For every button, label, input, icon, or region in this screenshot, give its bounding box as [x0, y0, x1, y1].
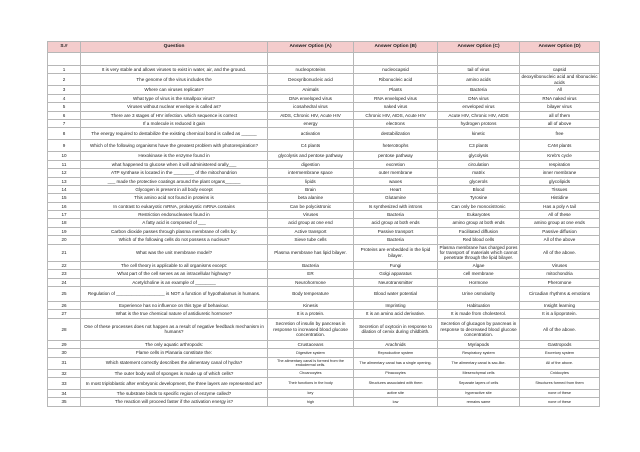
cell-option-d: All of the above.: [520, 318, 600, 340]
cell-question: Carbon dioxide passes through plasma membrane of cells by:: [81, 227, 268, 235]
cell-serial: 25: [48, 287, 81, 302]
cell-option-c: hydrogen protons: [438, 119, 520, 127]
cell-option-d: Pheromone: [520, 278, 600, 286]
cell-option-d: RNA naked virus: [520, 94, 600, 102]
table-row: [48, 177, 600, 185]
cell-option-d: All: [520, 86, 600, 94]
cell-serial: 11: [48, 160, 81, 168]
cell-option-a: Digestive system: [268, 349, 354, 357]
cell-option-d: capsid: [520, 66, 600, 74]
table-row: [48, 103, 600, 111]
spacer-cell: [438, 53, 520, 66]
cell-option-a: glycolysis and pentose pathway: [268, 152, 354, 160]
cell-serial: 4: [48, 94, 81, 102]
mcq-table: [47, 41, 600, 407]
cell-option-a: nucleoproteins: [268, 66, 354, 74]
cell-question: In contrast to eukaryotic mRNA, prokaryotic mRNA contains: [81, 202, 268, 210]
cell-question: what happened to glucose when it will administered orally___: [81, 160, 268, 168]
cell-serial: 30: [48, 349, 81, 357]
cell-option-c: Can only be monocistronic: [438, 202, 520, 210]
cell-serial: 31: [48, 357, 81, 369]
cell-option-b: Proteins are embedded in the lipid bilayer.: [354, 244, 438, 261]
cell-option-d: Structures formed from them: [520, 377, 600, 389]
cell-option-a: Crustaceans: [268, 340, 354, 348]
cell-option-b: heterotrophs: [354, 140, 438, 152]
cell-option-c: amino acids: [438, 74, 520, 86]
cell-option-b: Chronic HIV, AIDS, Acute HIV: [354, 111, 438, 119]
cell-option-b: outer membrane: [354, 169, 438, 177]
cell-option-d: All of the above.: [520, 244, 600, 261]
cell-option-c: Myriapods: [438, 340, 520, 348]
cell-question: ATP synthase is located in the ________ of the mitochondrion: [81, 169, 268, 177]
cell-option-b: Neurotransmitter: [354, 278, 438, 286]
cell-option-a: It is a protein.: [268, 310, 354, 318]
table-row: [48, 169, 600, 177]
cell-option-a: lipids: [268, 177, 354, 185]
cell-question: It is very stable and allows viruses to exist in water, air, and the ground.: [81, 66, 268, 74]
cell-option-c: Plasma membrane has charged pores for transport of materials which cannot penetrate through the lipid bilayer.: [438, 244, 520, 261]
cell-question: What type of virus is the smallpox virus?: [81, 94, 268, 102]
cell-question: Experience has no influence on this type of behaviour.: [81, 302, 268, 310]
table-row: [48, 66, 600, 74]
cell-option-b: nucleocapsid: [354, 66, 438, 74]
cell-option-b: low: [354, 398, 438, 406]
cell-question: Glycogen is present in all body except: [81, 185, 268, 193]
spacer-row: [48, 53, 600, 66]
table-row: [48, 261, 600, 269]
cell-option-c: kinetic: [438, 128, 520, 140]
cell-question: The energy required to destabilize the existing chemical bond is called as ______: [81, 128, 268, 140]
cell-question: The substrate binds to specific region of enzyme called?: [81, 389, 268, 397]
cell-option-b: It is an amino acid derivative.: [354, 310, 438, 318]
table-row: [48, 369, 600, 377]
cell-question: This amino acid not found in proteins is: [81, 194, 268, 202]
cell-option-c: C3 plants: [438, 140, 520, 152]
table-row: [48, 119, 600, 127]
cell-option-a: Neurohormone: [268, 278, 354, 286]
cell-option-b: electrons: [354, 119, 438, 127]
cell-option-d: CAM plants: [520, 140, 600, 152]
cell-option-b: Structures associated with them: [354, 377, 438, 389]
table-row: [48, 94, 600, 102]
cell-option-b: active site: [354, 389, 438, 397]
cell-question: One of these processes does not happen as a result of negative feedback mechanism in humans?: [81, 318, 268, 340]
cell-option-b: Reproductive system: [354, 349, 438, 357]
cell-serial: 13: [48, 177, 81, 185]
table-row: [48, 310, 600, 318]
cell-option-d: Cnidocytes: [520, 369, 600, 377]
cell-option-a: digestion: [268, 160, 354, 168]
cell-option-c: Urine osmolarity: [438, 287, 520, 302]
cell-serial: 9: [48, 140, 81, 152]
cell-serial: 22: [48, 261, 81, 269]
header-row: [48, 42, 600, 53]
cell-option-c: Bacteria: [438, 86, 520, 94]
cell-option-a: C4 plants: [268, 140, 354, 152]
cell-option-a: AIDS, Chronic HIV, Acute HIV: [268, 111, 354, 119]
cell-question: ___ made the protective coatings around the plant organs______: [81, 177, 268, 185]
cell-serial: 32: [48, 369, 81, 377]
table-row: [48, 111, 600, 119]
cell-option-b: Bacteria: [354, 211, 438, 219]
cell-option-b: Ribonucleic acid: [354, 74, 438, 86]
cell-option-d: All of the above.: [520, 357, 600, 369]
cell-question: What part of the cell serves as an intracellular highway?: [81, 270, 268, 278]
cell-option-d: It is a lipoprotein.: [520, 310, 600, 318]
spacer-cell: [354, 53, 438, 66]
cell-option-a: activation: [268, 128, 354, 140]
cell-option-a: Their functions in the body: [268, 377, 354, 389]
table-row: [48, 74, 600, 86]
cell-option-d: Passive diffusion: [520, 227, 600, 235]
cell-question: What was the unit membrane model?: [81, 244, 268, 261]
table-row: [48, 302, 600, 310]
cell-question: Where can viruses replicate?: [81, 86, 268, 94]
cell-serial: 14: [48, 185, 81, 193]
header-option-a: Answer Option (A): [268, 42, 354, 53]
cell-option-c: The alimentary canal is sac-like.: [438, 357, 520, 369]
cell-option-c: Facilitated diffusion: [438, 227, 520, 235]
cell-option-d: mitochondria: [520, 270, 600, 278]
cell-option-c: hyperactive site: [438, 389, 520, 397]
cell-option-a: beta alanine: [268, 194, 354, 202]
table-row: [48, 270, 600, 278]
spacer-cell: [520, 53, 600, 66]
cell-option-a: icosahedral virus: [268, 103, 354, 111]
cell-option-b: Passive transport: [354, 227, 438, 235]
cell-option-c: enveloped virus: [438, 103, 520, 111]
cell-serial: 16: [48, 202, 81, 210]
cell-option-a: Body temperature: [268, 287, 354, 302]
table-row: [48, 202, 600, 210]
spacer-cell: [268, 53, 354, 66]
table-row: [48, 340, 600, 348]
cell-option-b: RNA enveloped virus: [354, 94, 438, 102]
table-row: [48, 398, 600, 406]
table-row: [48, 227, 600, 235]
cell-option-c: remains same: [438, 398, 520, 406]
cell-option-c: Hormone: [438, 278, 520, 286]
cell-question: Which of the following cells do not possess a nucleus?: [81, 236, 268, 244]
cell-question: In most triploblastic after embryonic development, the three layers are represented as?: [81, 377, 268, 389]
cell-option-c: Mesenchymal cells: [438, 369, 520, 377]
cell-question: Flame cells in Planaria constitute the:: [81, 349, 268, 357]
cell-option-a: DNA enveloped virus: [268, 94, 354, 102]
cell-serial: 17: [48, 211, 81, 219]
cell-option-d: glycolipids: [520, 177, 600, 185]
cell-option-d: free: [520, 128, 600, 140]
table-row: [48, 185, 600, 193]
cell-option-a: Brain: [268, 185, 354, 193]
cell-serial: 34: [48, 389, 81, 397]
cell-question: Which statement correctly describes the alimentary canal of hydra?: [81, 357, 268, 369]
cell-question: Restriction endonucleases found in: [81, 211, 268, 219]
cell-serial: 6: [48, 111, 81, 119]
cell-option-b: pentose pathway: [354, 152, 438, 160]
cell-option-c: tail of virus: [438, 66, 520, 74]
cell-option-b: excretion: [354, 160, 438, 168]
cell-serial: 7: [48, 119, 81, 127]
cell-serial: 18: [48, 219, 81, 227]
cell-question: What is the true chemical nature of antidiuretic hormone?: [81, 310, 268, 318]
cell-option-a: Can be polycistronic: [268, 202, 354, 210]
table-row: [48, 377, 600, 389]
cell-option-a: Sieve tube cells: [268, 236, 354, 244]
cell-question: The cell theory is applicable to all organisms except:: [81, 261, 268, 269]
cell-option-b: Heart: [354, 185, 438, 193]
cell-option-b: Secretion of oxytocin in response to dilation of cervix during childbirth.: [354, 318, 438, 340]
cell-option-d: Insight learning: [520, 302, 600, 310]
cell-option-d: Gastropods: [520, 340, 600, 348]
cell-option-c: Algae: [438, 261, 520, 269]
cell-question: Viruses without nuclear envelope is called as?: [81, 103, 268, 111]
cell-serial: 27: [48, 310, 81, 318]
cell-option-a: key: [268, 389, 354, 397]
cell-question: Which of the following organisms have the greatest problem with photorespiration?: [81, 140, 268, 152]
cell-serial: 26: [48, 302, 81, 310]
cell-option-d: all of above: [520, 119, 600, 127]
header-question: Question: [81, 42, 268, 53]
header-serial: S.#: [48, 42, 81, 53]
cell-serial: 33: [48, 377, 81, 389]
cell-option-a: acid group at one end: [268, 219, 354, 227]
cell-option-d: none of these: [520, 398, 600, 406]
cell-option-c: It is made from cholesterol.: [438, 310, 520, 318]
header-option-d: Answer Option (D): [520, 42, 600, 53]
cell-option-c: Respiratory system: [438, 349, 520, 357]
cell-question: Regulation of ___________________ is NOT a function of hypothalamus in humans.: [81, 287, 268, 302]
cell-serial: 20: [48, 236, 81, 244]
cell-option-d: inner membrane: [520, 169, 600, 177]
cell-option-a: ER: [268, 270, 354, 278]
cell-option-b: destabilization: [354, 128, 438, 140]
cell-option-a: Animals: [268, 86, 354, 94]
cell-question: There are 3 stages of HIV infection. which sequence is correct: [81, 111, 268, 119]
cell-option-a: Viruses: [268, 211, 354, 219]
cell-option-a: intermembrane space: [268, 169, 354, 177]
cell-option-a: Kinesis: [268, 302, 354, 310]
cell-option-c: Habituation: [438, 302, 520, 310]
cell-serial: 21: [48, 244, 81, 261]
cell-serial: 19: [48, 227, 81, 235]
table-row: [48, 236, 600, 244]
header-option-c: Answer Option (C): [438, 42, 520, 53]
cell-option-c: amino group at both ends: [438, 219, 520, 227]
cell-serial: 2: [48, 74, 81, 86]
cell-option-a: Active transport: [268, 227, 354, 235]
cell-option-d: none of these: [520, 389, 600, 397]
spacer-cell: [48, 53, 81, 66]
cell-option-c: Secretion of glucagon by pancreas in response to decreased blood glucose concentration.: [438, 318, 520, 340]
cell-option-a: Bacteria: [268, 261, 354, 269]
cell-option-b: Plants: [354, 86, 438, 94]
table-row: [48, 278, 600, 286]
cell-option-b: acid group at both ends: [354, 219, 438, 227]
cell-option-d: Has a poly A tail: [520, 202, 600, 210]
cell-option-c: matrix: [438, 169, 520, 177]
cell-option-b: Golgi apparatus: [354, 270, 438, 278]
cell-option-a: Deoxyribonucleic acid: [268, 74, 354, 86]
cell-option-d: All of the above: [520, 236, 600, 244]
cell-question: If a molecule is reduced it gain: [81, 119, 268, 127]
cell-serial: 24: [48, 278, 81, 286]
cell-option-a: energy: [268, 119, 354, 127]
cell-option-d: respiration: [520, 160, 600, 168]
cell-option-a: Secretion of insulin by pancreas in response to increased blood glucose concentration.: [268, 318, 354, 340]
cell-option-d: bilayer virus: [520, 103, 600, 111]
cell-serial: 23: [48, 270, 81, 278]
cell-serial: 29: [48, 340, 81, 348]
cell-option-c: Acute HIV, Chronic HIV, AIDS: [438, 111, 520, 119]
cell-question: The only aquatic arthropods:: [81, 340, 268, 348]
cell-serial: 10: [48, 152, 81, 160]
cell-option-c: glycolysis: [438, 152, 520, 160]
cell-serial: 35: [48, 398, 81, 406]
cell-option-d: Histidine: [520, 194, 600, 202]
cell-option-b: Fungi: [354, 261, 438, 269]
cell-option-b: waxes: [354, 177, 438, 185]
cell-serial: 5: [48, 103, 81, 111]
cell-option-d: Tissues: [520, 185, 600, 193]
cell-serial: 8: [48, 128, 81, 140]
table-body: [48, 53, 600, 407]
cell-option-c: glycerols: [438, 177, 520, 185]
table-row: [48, 357, 600, 369]
cell-option-d: Circadian rhythms & emotions: [520, 287, 600, 302]
cell-option-b: The alimentary canal has a single opening.: [354, 357, 438, 369]
table-row: [48, 389, 600, 397]
cell-option-b: Pinacocytes: [354, 369, 438, 377]
cell-question: The reaction will proceed faster if the activation energy is?: [81, 398, 268, 406]
cell-option-a: The alimentary canal is formed from the endodermal cells.: [268, 357, 354, 369]
table-row: [48, 160, 600, 168]
cell-option-d: all of them: [520, 111, 600, 119]
table-row: [48, 219, 600, 227]
cell-question: Acetylcholine is an example of ________: [81, 278, 268, 286]
cell-serial: 15: [48, 194, 81, 202]
table-row: [48, 287, 600, 302]
cell-option-b: Bacteria: [354, 236, 438, 244]
cell-option-d: Viruses: [520, 261, 600, 269]
cell-option-b: Imprinting: [354, 302, 438, 310]
cell-option-c: Separate layers of cells: [438, 377, 520, 389]
cell-option-b: Blood water potential: [354, 287, 438, 302]
header-option-b: Answer Option (B): [354, 42, 438, 53]
cell-option-c: Blood: [438, 185, 520, 193]
cell-option-d: Excretory system: [520, 349, 600, 357]
cell-option-b: Arachnids: [354, 340, 438, 348]
table-row: [48, 194, 600, 202]
cell-option-c: circulation: [438, 160, 520, 168]
cell-option-b: naked virus: [354, 103, 438, 111]
cell-option-a: Choanocytes: [268, 369, 354, 377]
table-row: [48, 86, 600, 94]
cell-option-c: DNA virus: [438, 94, 520, 102]
table-row: [48, 349, 600, 357]
cell-serial: 3: [48, 86, 81, 94]
table-row: [48, 211, 600, 219]
cell-option-b: Glutamine: [354, 194, 438, 202]
cell-question: Hexokinase is the enzyme found in: [81, 152, 268, 160]
cell-serial: 1: [48, 66, 81, 74]
table-row: [48, 152, 600, 160]
cell-option-d: Kreb's cycle: [520, 152, 600, 160]
cell-option-c: Red blood cells: [438, 236, 520, 244]
cell-option-b: Is synthesized with introns: [354, 202, 438, 210]
cell-option-d: amino group at one ends: [520, 219, 600, 227]
cell-option-a: high: [268, 398, 354, 406]
cell-option-d: deoxyribonucleic acid and ribonucleic acids: [521, 74, 598, 85]
cell-serial: 12: [48, 169, 81, 177]
table-row: [48, 244, 600, 261]
cell-question: The outer body wall of sponges is made up of which cells?: [81, 369, 268, 377]
cell-option-d: All of these: [520, 211, 600, 219]
cell-option-c: Eukaryotes: [438, 211, 520, 219]
cell-option-c: Tyrosine: [438, 194, 520, 202]
cell-serial: 28: [48, 318, 81, 340]
cell-question: The genome of the virus includes the: [81, 74, 268, 86]
cell-option-c: cell membrane: [438, 270, 520, 278]
cell-option-a: Plasma membrane has lipid bilayer.: [268, 244, 354, 261]
cell-question: A fatty acid is composed of ___: [81, 219, 268, 227]
table-row: [48, 140, 600, 152]
table-row: [48, 318, 600, 340]
spacer-cell: [81, 53, 268, 66]
table-row: [48, 128, 600, 140]
